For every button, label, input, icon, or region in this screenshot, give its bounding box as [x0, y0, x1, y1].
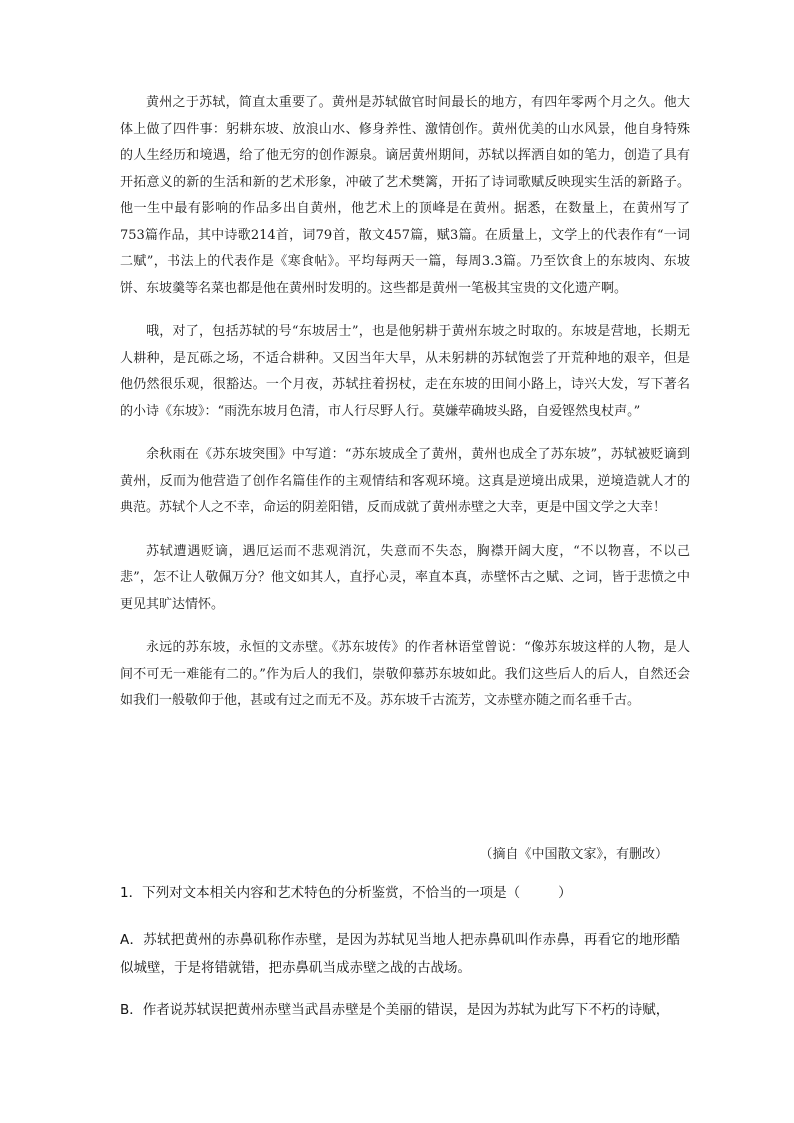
essay-paragraph-5: 永远的苏东坡，永恒的文赤壁。《苏东坡传》的作者林语堂曾说：“像苏东坡这样的人物，是人间不可无一难能有二的。”作为后人的我们，崇敬仰慕苏东坡如此。我们这些后人的后人，自然还会如我们一般敬仰于他，甚或有过之而无不及。苏东坡千古流芳，文赤壁亦随之而名垂千古。: [120, 640, 690, 708]
question-1: [120, 880, 680, 1038]
option-b: B．作者说苏轼误把黄州赤壁当武昌赤壁是个美丽的错误，是因为苏轼为此写下不朽的诗赋，: [120, 1002, 670, 1018]
essay-body: [120, 90, 690, 732]
question-stem-text: 1．下列对文本相关内容和艺术特色的分析鉴赏，不恰当的一项是（: [120, 885, 521, 901]
question-stem: [120, 880, 680, 906]
source-citation: （摘自《中国散文家》，有删改）: [479, 847, 668, 862]
essay-paragraph-1: 黄州之于苏轼，简直太重要了。黄州是苏轼做官时间最长的地方，有四年零两个月之久。他大体上做了四件事：躬耕东坡、放浪山水、修身养性、激情创作。黄州优美的山水风景，他自身特殊的人生经历和境遇，给了他无穷的创作源泉。谪居黄州期间，苏轼以挥洒自如的笔力，创造了具有开拓意义的新的生活和新的艺术形象，冲破了艺术樊篱，开拓了诗词歌赋反映现实生活的新路子。他一生中最有影响的作品多出自黄州，他艺术上的顶峰是在黄州。据悉，在数量上，在黄州写了753篇作品，其中诗歌214首，词79首，散文457篇，赋3篇。在质量上，文学上的代表作有“一词二赋”，书法上的代表作是《寒食帖》。平均每两天一篇，每周3.3篇。乃至饮食上的东坡肉、东坡饼、东坡羹等名菜也都是他在黄州时发明的。这些都是黄州一笔极其宝贵的文化遗产啊。: [120, 95, 690, 296]
essay-paragraph-3: 余秋雨在《苏东坡突围》中写道：“苏东坡成全了黄州，黄州也成全了苏东坡”，苏轼被贬谪到黄州，反而为他营造了创作名篇佳作的主观情结和客观环境。这真是逆境出成果，逆境造就人才的典范。苏轼个人之不幸，命运的阴差阳错，反而成就了黄州赤壁之大幸，更是中国文学之大幸！: [120, 447, 690, 515]
essay-paragraph-4: 苏轼遭遇贬谪，遇厄运而不悲观消沉，失意而不失态，胸襟开阔大度，“不以物喜，不以己悲”，怎不让人敬佩万分？他文如其人，直抒心灵，率直本真，赤壁怀古之赋、之词，皆于悲愤之中更见其旷达情怀。: [120, 543, 690, 612]
essay-paragraph-2: 哦，对了，包括苏轼的号“东坡居士”，也是他躬耕于黄州东坡之时取的。东坡是营地，长期无人耕种，是瓦砾之场，不适合耕种。又因当年大旱，从未躬耕的苏轼饱尝了开荒种地的艰辛，但是他仍然很乐观，很豁达。一个月夜，苏轼拄着拐杖，走在东坡的田间小路上，诗兴大发，写下著名的小诗《东坡》：“雨洗东坡月色清，市人行尽野人行。莫嫌荦确坡头路，自爱铿然曳杖声。”: [120, 324, 690, 419]
option-a: A．苏轼把黄州的赤鼻矶称作赤壁，是因为苏轼见当地人把赤鼻矶叫作赤鼻，再看它的地形酷似城壁，于是将错就错，把赤鼻矶当成赤壁之战的古战场。: [120, 932, 680, 976]
question-stem-end: ）: [558, 885, 572, 901]
